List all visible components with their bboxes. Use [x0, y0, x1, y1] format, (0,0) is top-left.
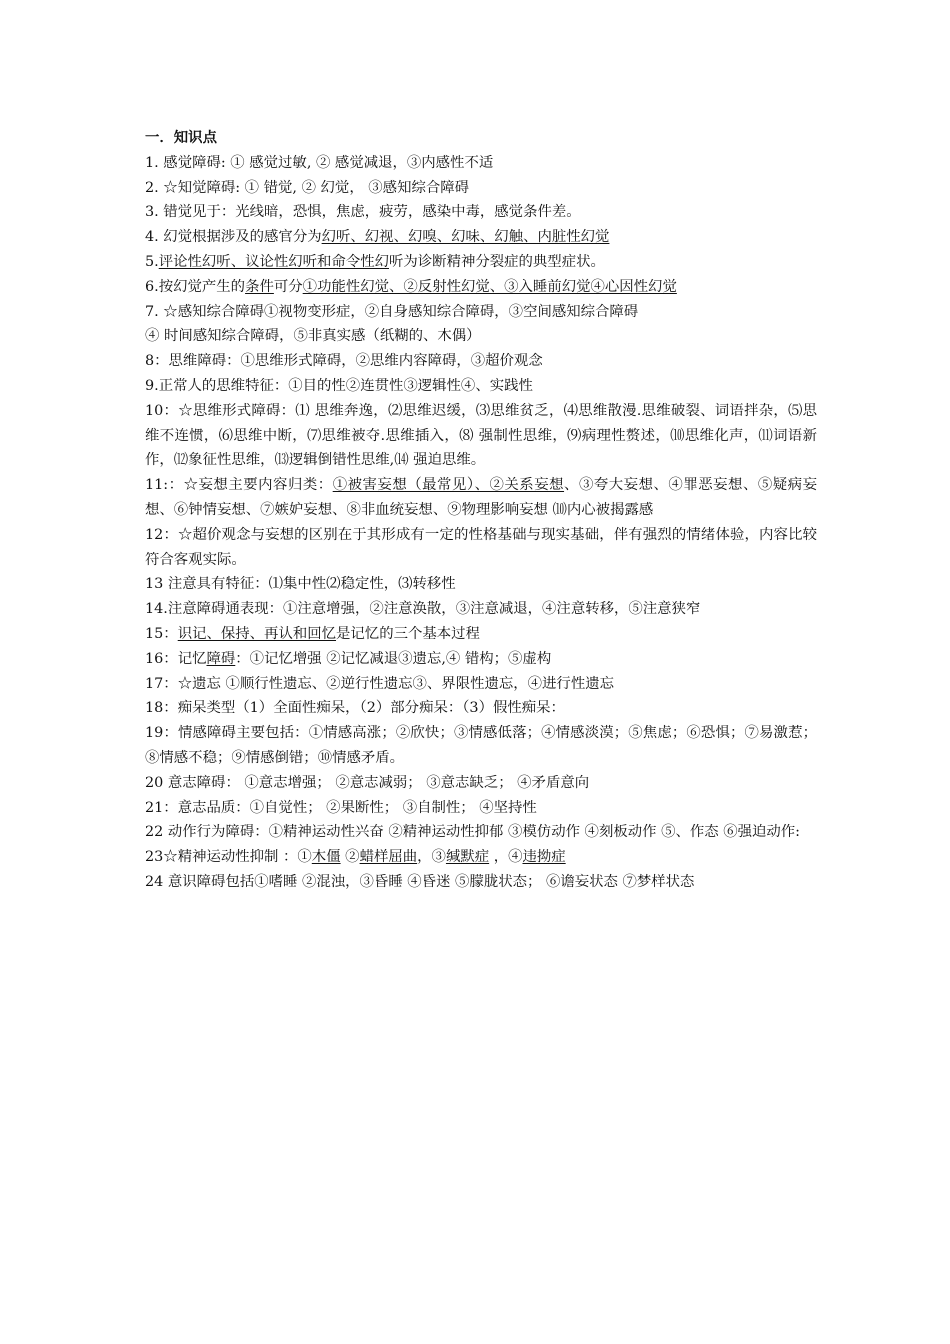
item-15 [145, 622, 817, 647]
item-16 [145, 647, 817, 672]
item-15-text: 是记忆的三个基本过程 [336, 625, 480, 642]
item-4-underlined: 幻听、幻视、幻嗅、幻味、幻触、内脏性幻觉 [321, 229, 610, 246]
item-23-underlined-4: 违拗症 [522, 849, 566, 866]
item-8: 8：思维障碍：①思维形式障碍，②思维内容障碍，③超价观念 [145, 353, 543, 370]
item-11 [145, 473, 817, 523]
item-3: 3. 错觉见于：光线暗，恐惧，焦虑，疲劳，感染中毒，感觉条件差。 [145, 204, 581, 221]
item-12: 12：☆超价观念与妄想的区别在于其形成有一定的性格基础与现实基础，伴有强烈的情绪体验，内容比较符合客观实际。 [145, 526, 817, 568]
item-9: 9.正常人的思维特征：①目的性②连贯性③逻辑性④、实践性 [145, 377, 533, 394]
item-6-text: 6.按幻觉产生的 [145, 278, 246, 295]
item-23-sep-1: ② [340, 849, 360, 866]
item-14: 14.注意障碍通表现：①注意增强，②注意涣散，③注意减退，④注意转移，⑤注意狭窄 [145, 601, 701, 618]
item-23 [145, 845, 817, 870]
item-22: 22 动作行为障碍：①精神运动性兴奋 ②精神运动性抑郁 ③模仿动作 ④刻板动作 ⑤、作态 ⑥强迫动作: [145, 824, 801, 841]
item-5-underlined: 评论性幻听、议论性幻听和命令性幻 [158, 253, 389, 270]
item-4-text: 4. 幻觉根据涉及的感官分为 [145, 229, 322, 246]
item-2: 2. ☆知觉障碍: ① 错觉, ② 幻觉， ③感知综合障碍 [145, 179, 470, 196]
item-23-text: 23☆精神运动性抑制 ：① [145, 849, 312, 866]
item-11-underlined: ①被害妄想（最常见）、②关系妄想 [332, 477, 565, 494]
item-10: 10：☆思维形式障碍：⑴ 思维奔逸，⑵思维迟缓，⑶思维贫乏，⑷思维散漫.思维破裂、词语拌杂，⑸思维不连惯，⑹思维中断，⑺思维被夺.思维插入，⑻ 强制性思维，⑼病理性赘述，⑽思维化声，⑾词语新作，⑿象征性思维，⒀逻辑倒错性思维,⒁ 强迫思维。 [145, 402, 817, 469]
item-23-underlined-3: 缄默症 [445, 849, 490, 866]
item-19: 19：情感障碍主要包括：①情感高涨；②欣快；③情感低落；④情感淡漠；⑤焦虑；⑥恐惧；⑦易激惹；⑧情感不稳；⑨情感倒错；⑩情感矛盾。 [145, 725, 817, 766]
item-16-underlined: 障碍 [206, 650, 236, 667]
item-24: 24 意识障碍包括①嗜睡 ②混浊，③昏睡 ④昏迷 ⑤朦胧状态； ⑥谵妄状态 ⑦梦样状态 [145, 873, 695, 890]
item-23-underlined-1: 木僵 [311, 849, 341, 866]
item-18: 18：痴呆类型（1）全面性痴呆，（2）部分痴呆：（3）假性痴呆： [145, 700, 565, 717]
item-23-sep-3: ，④ [489, 849, 523, 866]
section-heading: 一．知识点 [145, 129, 217, 146]
item-6 [145, 275, 817, 300]
item-6-text-2: 可分 [273, 278, 303, 295]
item-5-text: 听为诊断精神分裂症的典型症状。 [389, 253, 605, 270]
item-20: 20 意志障碍： ①意志增强； ②意志减弱； ③意志缺乏； ④矛盾意向 [145, 774, 590, 791]
item-15-underlined: 识记、保持、再认和回忆 [177, 625, 337, 642]
item-16-text: 16：记忆 [145, 650, 207, 667]
item-13: 13 注意具有特征：⑴集中性⑵稳定性，⑶转移性 [145, 576, 456, 593]
item-7-line-2: ④ 时间感知综合障碍，⑤非真实感（纸糊的、木偶） [145, 328, 481, 345]
item-23-sep-2: ，③ [417, 849, 446, 866]
item-6-underlined-condition: 条件 [245, 278, 274, 295]
document-body [145, 126, 817, 895]
item-6-underlined-list: ①功能性幻觉、②反射性幻觉、③入睡前幻觉④心因性幻觉 [302, 278, 677, 295]
item-17: 17：☆遗忘 ①顺行性遗忘、②逆行性遗忘③、界限性遗忘，④进行性遗忘 [145, 675, 614, 692]
item-4 [145, 225, 817, 250]
item-1: 1. 感觉障碍: ① 感觉过敏, ② 感觉减退，③内感性不适 [145, 154, 494, 171]
item-11-text-2: 、③夸大妄想、④罪恶妄想、⑤疑病妄想、⑥钟情妄想、⑦嫉妒妄想、⑧非血统妄想、⑨物理影响妄想 ⑽内心被揭露感 [145, 477, 817, 518]
item-16-text-2: ：①记忆增强 ②记忆减退③遗忘,④ 错构；⑤虚构 [235, 650, 552, 667]
item-11-text: 11:：☆妄想主要内容归类： [145, 477, 333, 494]
item-5-number: 5. [145, 253, 159, 270]
item-5 [145, 250, 817, 275]
item-15-number: 15： [145, 625, 178, 642]
item-7-line-1: 7. ☆感知综合障碍①视物变形症，②自身感知综合障碍，③空间感知综合障碍 [145, 303, 639, 320]
item-23-underlined-2: 蜡样屈曲 [359, 849, 418, 866]
item-21: 21：意志品质：①自觉性； ②果断性； ③自制性； ④坚持性 [145, 799, 537, 816]
